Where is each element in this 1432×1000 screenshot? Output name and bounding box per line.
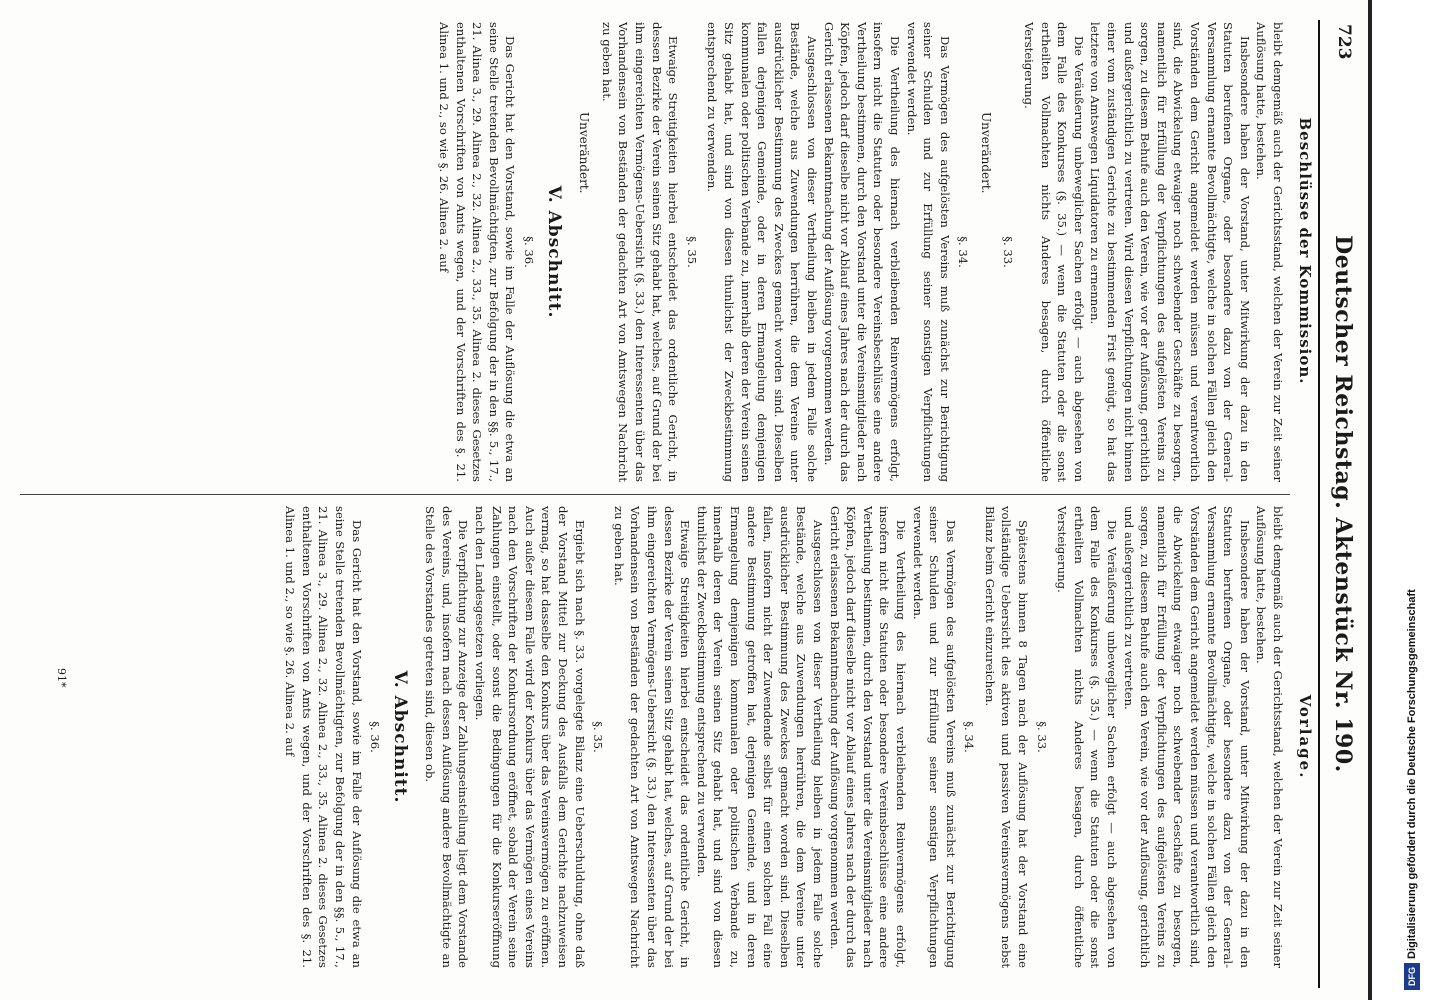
- dfg-logo: DFG: [1404, 963, 1420, 990]
- paragraph: Insbesondere haben der Vorstand, unter Mitwirkung der dazu in den Statuten berufenen Organe, oder besondere dazu von der General-Versammlung ernannte Bevollmächtigte, welche in solchen Fällen gleich den Vorständen dem Gericht angemeldet werden müssen und verantwortlich sind, die Abwickelung etwaiger noch schwebender Geschäfte zu besorgen, namentlich für Erfüllung der Verpflichtungen des aufgelösten Vereins zu sorgen, zu diesem Behufe auch den Verein, wie vor der Auflösung, gerichtlich und außergerichtlich zu vertreten. Wird diesen Verpflichtungen nicht binnen einer vom zuständigen Gerichte zu bestimmenden Frist genügt, so hat das letztere von Amtswegen Liquidatoren zu ernennen.: [1088, 22, 1252, 482]
- paragraph: Spätestens binnen 8 Tagen nach der Auflösung hat der Vorstand eine vollständige Uebersicht des aktiven und passiven Vereinsvermögens nebst Bilanz beim Gericht einzureichen.: [982, 506, 1031, 968]
- unchanged-note: Unverändert.: [577, 112, 592, 194]
- page-title: Deutscher Reichstag. Aktenstück Nr. 190.: [1330, 235, 1356, 773]
- digitization-credit: [1404, 589, 1422, 990]
- paragraph: Insbesondere haben der Vorstand, unter Mitwirkung der dazu in den Statuten berufenen Organe, oder besondere dazu von der General-Versammlung ernannte Bevollmächtigte, welche in solchen Fällen gleich den Vorständen dem Gericht angemeldet werden müssen und verantwortlich sind, die Abwickelung etwaiger noch schwebender Geschäfte zu besorgen, namentlich für Erfüllung der Verpflichtungen des aufgelösten Vereins zu sorgen, zu diesem Behufe auch den Verein, wie vor der Auflösung, gerichtlich und außergerichtlich zu vertreten.: [1121, 506, 1252, 968]
- unchanged-note: Unverändert.: [978, 112, 993, 194]
- paragraph: Die Verpflichtung zur Anzeige der Zahlungseinstellung liegt dem Vorstande des Vereins, und, insofern nach dessen Auflösung andere Bevollmächtigte an Stelle des Vorstandes getreten sind, diesen ob.: [423, 506, 471, 968]
- left-column-heading: Beschlüsse der Kommission.: [1296, 117, 1314, 385]
- section-number: §. 35.: [684, 236, 699, 268]
- section-heading: V. Abschnitt.: [389, 670, 410, 804]
- page-number: 723: [1334, 24, 1354, 60]
- paragraph: Ausgeschlossen von dieser Vertheilung bleiben in jedem Falle solche Bestände, welche aus Zuwendungen herrühren, die dem Vereine unter ausdrücklicher Bestimmung des Zweckes gemacht worden sind. Dieselben fallen, insofern nicht der Zuwendende selbst für einen solchen Fall eine andere Bestimmung getroffen hat, derjenigen Gemeinde, und in deren Ermangelung demjenigen kommunalen oder politischen Verbande zu, innerhalb deren der Verein seinen Sitz gehabt hat, und sind von diesen thunlichst der Zweckbestimmung entsprechend zu verwenden.: [694, 506, 825, 968]
- paragraph: Die Vertheilung des hiernach verbleibenden Reinvermögens erfolgt, insofern nicht die Statuten oder besondere Vereinsbeschlüsse eine andere Vertheilung bestimmen, durch den Vorstand unter die Vereinsmitglieder nach Köpfen, jedoch darf dieselbe nicht vor Ablauf eines Jahres nach der durch das Gericht erlassenen Bekanntmachung der Auflösung vorgenommen werden.: [827, 506, 908, 968]
- section-heading: V. Abschnitt.: [543, 185, 564, 319]
- paragraph: bleibt demgemäß auch der Gerichtsstand, welchen der Verein zur Zeit seiner Auflösung hatte, bestehen.: [1254, 506, 1285, 968]
- page-header: [1318, 20, 1360, 988]
- paragraph: Die Veräußerung unbeweglicher Sachen erfolgt — auch abgesehen von dem Falle des Konkurses (§. 35.) — wenn die Statuten oder die sonst ertheilten Vollmachten nichts Anderes besagen, durch öffentliche Versteigerung.: [1055, 506, 1120, 968]
- right-column: [14, 506, 1286, 968]
- section-number: §. 34.: [956, 236, 971, 268]
- section-number: §. 35.: [591, 721, 606, 753]
- paragraph: Etwaige Streitigkeiten hierbei entscheidet das ordentliche Gericht, in dessen Bezirke der Verein seinen Sitz gehabt hat, welches, auf Grund der bei ihm eingereichten Vermögens-Uebersicht (§. 33.) den Interessenten über das Vorhandensein von Beständen der gedachten Art von Amtswegen Nachricht zu geben hat.: [611, 506, 693, 968]
- signature-mark: 91*: [55, 668, 68, 688]
- paragraph: Die Veräußerung unbeweglicher Sachen erfolgt — auch abgesehen von dem Falle des Konkurses (§. 35.) — wenn die Statuten oder die sonst ertheilten Vollmachten nichts Anderes besagen, durch öffentliche Versteigerung.: [1022, 22, 1086, 482]
- section-number: §. 33.: [1034, 721, 1049, 753]
- margin-strip: [1372, 0, 1432, 1000]
- column-divider: [20, 494, 1290, 495]
- paragraph: Die Vertheilung des hiernach verbleibenden Reinvermögens erfolgt, insofern nicht die Statuten oder besondere Vereinsbeschlüsse eine andere Vertheilung bestimmen, durch den Vorstand unter die Vereinsmitglieder nach Köpfen, jedoch darf dieselbe nicht vor Ablauf eines Jahres nach der durch das Gericht erlassenen Bekanntmachung der Auflösung vorgenommen werden.: [821, 22, 902, 482]
- section-number: §. 36.: [368, 721, 383, 753]
- right-column-heading: Vorlage.: [1296, 694, 1314, 780]
- section-number: §. 34.: [962, 721, 977, 753]
- paragraph: bleibt demgemäß auch der Gerichtsstand, welchen der Verein zur Zeit seiner Auflösung hatte, bestehen.: [1254, 22, 1285, 482]
- paragraph: Das Vermögen des aufgelösten Vereins muß zunächst zur Berichtigung seiner Schulden und zur Erfüllung seiner sonstigen Verpflichtungen verwendet werden.: [904, 22, 952, 482]
- paragraph: Das Gericht hat den Vorstand, sowie im Falle der Auflösung die etwa an seine Stelle tretenden Bevollmächtigten, zur Befolgung der in den §§. 5., 17., 21. Alinea 3., 29. Alinea 2., 32. Alinea 2., 33., 35. Alinea 2. dieses Gesetzes enthaltenen Vorschriften von Amts wegen, und der Vorschriften des §. 21. Alinea 1. und 2., so wie §. 26. Alinea 2. auf: [437, 22, 518, 482]
- paragraph: Ergiebt sich nach §. 33. vorgelegte Bilanz eine Ueberschuldung, ohne daß der Vorstand Mittel zur Deckung des Ausfalls dem Gerichte nachzuweisen vermag, so hat dasselbe den Konkurs über das Vereinsvermögen zu eröffnen. Auch außer diesem Falle wird der Konkurs über das Vermögen eines Vereins nach den Vorschriften der Konkursordnung eröffnet, sobald der Verein seine Zahlungen einstellt, oder sonst die Bedingungen für die Konkurseröffnung nach den Landesgesetzen vorliegen.: [473, 506, 587, 968]
- paragraph: Das Vermögen des aufgelösten Vereins muß zunächst zur Berichtigung seiner Schulden und zur Erfüllung seiner sonstigen Verpflichtungen verwendet werden.: [910, 506, 958, 968]
- paragraph: Etwaige Streitigkeiten hierbei entscheidet das ordentliche Gericht, in dessen Bezirke der Verein seinen Sitz gehabt hat, welches, auf Grund der bei ihm eingereichten Vermögens-Uebersicht (§. 33.) den Interessenten über das Vorhandensein von Beständen der gedachten Art von Amtswegen Nachricht zu geben hat.: [599, 22, 681, 482]
- section-number: §. 36.: [522, 236, 537, 268]
- left-column: [14, 22, 1286, 482]
- paragraph: Das Gericht hat den Vorstand, sowie im Falle der Auflösung die etwa an seine Stelle tretenden Bevollmächtigten, zur Befolgung der in den §§. 5., 17., 21. Alinea 3., 29. Alinea 2., 32. Alinea 2., 33., 35. Alinea 2. dieses Gesetzes enthaltenen Vorschriften von Amts wegen, und der Vorschriften des §. 21. Alinea 1. und 2., so wie §. 26. Alinea 2. auf: [283, 506, 364, 968]
- section-number: §. 33.: [1001, 236, 1016, 268]
- paragraph: Ausgeschlossen von dieser Vertheilung bleiben in jedem Falle solche Bestände, welche aus Zuwendungen herrühren, die dem Vereine unter ausdrücklicher Bestimmung des Zweckes gemacht worden sind. Dieselben fallen derjenigen Gemeinde, oder in deren Ermangelung demjenigen kommunalen oder politischen Verbande zu, innerhalb deren der Verein seinen Sitz gehabt hat, und sind von diesen thunlichst der Zweckbestimmung entsprechend zu verwenden.: [705, 22, 819, 482]
- credit-text: Digitalisierung gefördert durch die Deutsche Forschungsgemeinschaft: [1405, 589, 1418, 959]
